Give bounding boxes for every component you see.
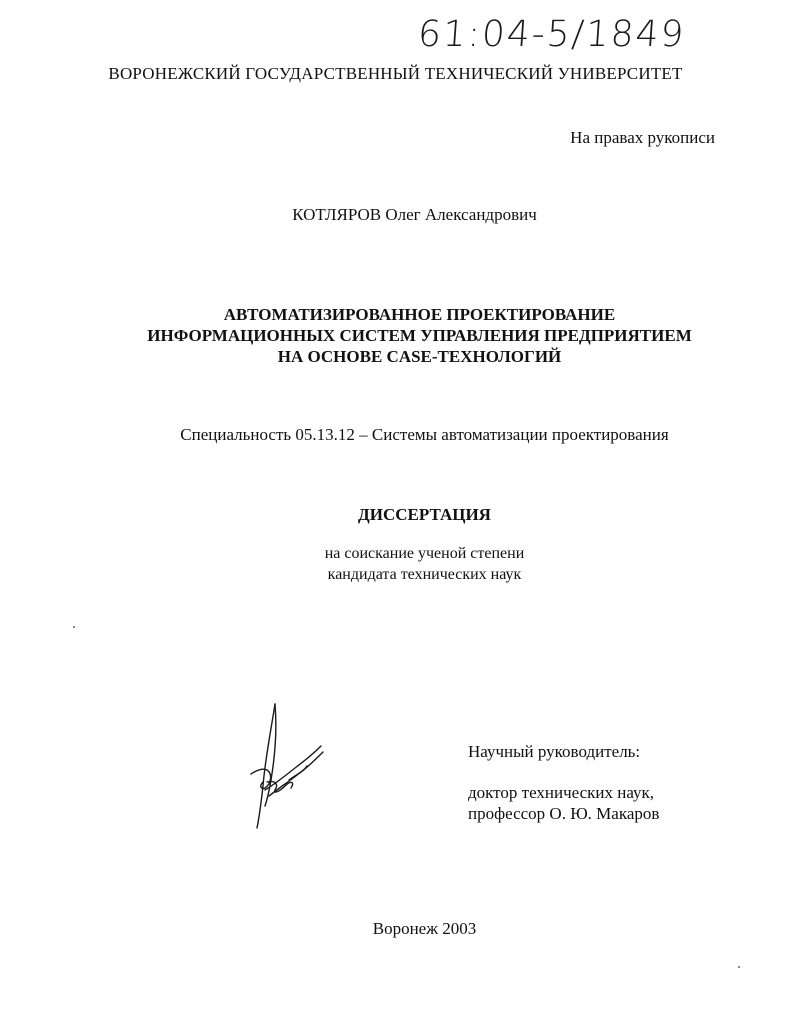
archive-code-handwritten: 61:04-5/1849 <box>416 14 687 55</box>
author-name: КОТЛЯРОВ Олег Александрович <box>292 205 537 224</box>
degree-line-1: на соискание ученой степени <box>324 545 525 562</box>
rights-note: На правах рукописи <box>570 128 715 147</box>
specialty-line: Специальность 05.13.12 – Системы автоматизации проектирования <box>180 425 669 444</box>
document-type: ДИССЕРТАЦИЯ <box>358 505 491 524</box>
title-line-1: АВТОМАТИЗИРОВАННОЕ ПРОЕКТИРОВАНИЕ <box>223 305 616 324</box>
title-line-3: НА ОСНОВЕ CASE-ТЕХНОЛОГИЙ <box>277 347 562 366</box>
scan-speck <box>738 966 740 968</box>
degree-line-2: кандидата технических наук <box>327 566 522 583</box>
degree-block <box>0 543 791 585</box>
author-signature <box>245 700 335 832</box>
title-line-2: ИНФОРМАЦИОННЫХ СИСТЕМ УПРАВЛЕНИЯ ПРЕДПРИЯТИЕМ <box>147 326 692 345</box>
advisor-line-1: доктор технических наук, <box>468 783 655 802</box>
advisor-line-2: профессор О. Ю. Макаров <box>468 804 660 823</box>
city-year: Воронеж 2003 <box>372 919 477 938</box>
dissertation-title <box>0 304 791 367</box>
advisor-label: Научный руководитель: <box>468 742 641 761</box>
scan-speck <box>73 626 75 628</box>
university-name: ВОРОНЕЖСКИЙ ГОСУДАРСТВЕННЫЙ ТЕХНИЧЕСКИЙ УНИВЕРСИТЕТ <box>108 64 683 83</box>
advisor-details <box>468 782 659 824</box>
